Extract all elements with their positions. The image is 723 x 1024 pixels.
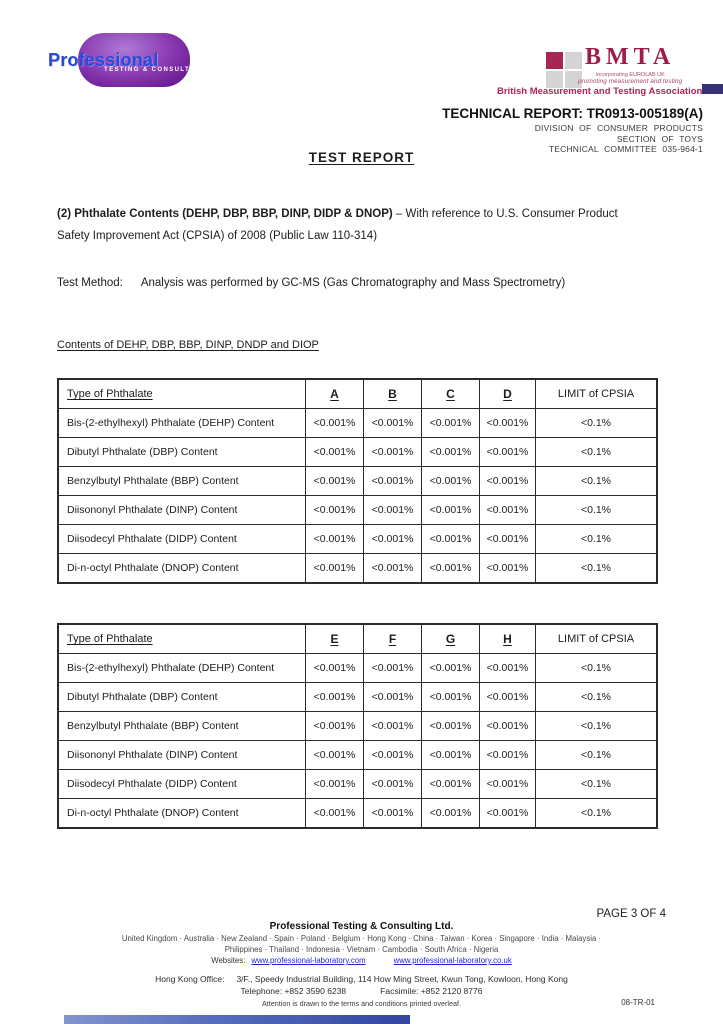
result-value: <0.001% (306, 654, 364, 683)
intro-line-1 (57, 204, 677, 226)
phthalate-name: Di-n-octyl Phthalate (DNOP) Content (58, 799, 306, 829)
result-value: <0.001% (306, 467, 364, 496)
limit-value: <0.1% (536, 799, 658, 829)
result-value: <0.001% (422, 409, 480, 438)
websites-line (0, 956, 723, 965)
result-value: <0.001% (480, 770, 536, 799)
website-link-couk[interactable]: www.professional-laboratory.co.uk (393, 956, 512, 965)
report-heading-block (442, 106, 703, 155)
limit-value: <0.1% (536, 554, 658, 584)
col-header-type-of-phthalate: Type of Phthalate (58, 379, 306, 409)
result-value: <0.001% (422, 554, 480, 584)
limit-value: <0.1% (536, 712, 658, 741)
limit-value: <0.1% (536, 467, 658, 496)
result-value: <0.001% (306, 554, 364, 584)
limit-value: <0.1% (536, 525, 658, 554)
result-value: <0.001% (364, 467, 422, 496)
result-value: <0.001% (306, 712, 364, 741)
bmta-squares-icon (546, 52, 582, 88)
office-address: 3/F., Speedy Industrial Building, 114 How Ming Street, Kwun Tong, Kowloon, Hong Kong (236, 974, 568, 984)
phthalate-name: Bis-(2-ethylhexyl) Phthalate (DEHP) Content (58, 409, 306, 438)
result-value: <0.001% (306, 409, 364, 438)
result-value: <0.001% (364, 654, 422, 683)
table-row (58, 683, 657, 712)
result-value: <0.001% (422, 741, 480, 770)
table-row (58, 799, 657, 829)
phthalate-results-table-e-h (57, 623, 658, 829)
result-value: <0.001% (480, 409, 536, 438)
result-value: <0.001% (306, 770, 364, 799)
limit-value: <0.1% (536, 438, 658, 467)
phthalate-name: Diisodecyl Phthalate (DIDP) Content (58, 525, 306, 554)
result-value: <0.001% (306, 525, 364, 554)
result-value: <0.001% (422, 654, 480, 683)
result-value: <0.001% (422, 438, 480, 467)
bmta-square-icon (565, 52, 582, 69)
result-value: <0.001% (480, 654, 536, 683)
intro-rest-text: – With reference to U.S. Consumer Product (392, 208, 618, 220)
limit-value: <0.1% (536, 409, 658, 438)
phone-line (0, 986, 723, 996)
page-number: PAGE 3 OF 4 (596, 908, 666, 920)
committee-line: TECHNICAL COMMITTEE 035-964-1 (548, 144, 703, 154)
col-header-limit: LIMIT of CPSIA (536, 379, 658, 409)
phthalate-name: Bis-(2-ethylhexyl) Phthalate (DEHP) Content (58, 654, 306, 683)
result-value: <0.001% (422, 799, 480, 829)
document-title: TEST REPORT (308, 150, 415, 165)
telephone: Telephone: +852 3590 6238 (240, 986, 347, 996)
section-line: SECTION OF TOYS (616, 133, 703, 144)
result-value: <0.001% (306, 683, 364, 712)
intro-paragraph (57, 204, 677, 247)
result-value: <0.001% (480, 683, 536, 712)
countries-line-1: United Kingdom · Australia · New Zealand · Spain · Poland · Belgium · Hong Kong · China · Taiwan · Korea · Singapore · India · Malaysia · (121, 934, 602, 943)
company-name: Professional Testing & Consulting Ltd. (269, 921, 454, 932)
result-value: <0.001% (306, 496, 364, 525)
office-label: Hong Kong Office: (155, 974, 225, 984)
result-value: <0.001% (364, 741, 422, 770)
table-header-row (58, 624, 657, 654)
result-value: <0.001% (364, 525, 422, 554)
limit-value: <0.1% (536, 770, 658, 799)
col-header-limit: LIMIT of CPSIA (536, 624, 658, 654)
test-method-line (57, 277, 565, 289)
result-value: <0.001% (364, 770, 422, 799)
phthalate-name: Benzylbutyl Phthalate (BBP) Content (58, 467, 306, 496)
result-value: <0.001% (306, 438, 364, 467)
result-value: <0.001% (480, 467, 536, 496)
table-row (58, 496, 657, 525)
result-value: <0.001% (306, 799, 364, 829)
bmta-full-name: British Measurement and Testing Association (497, 86, 703, 97)
limit-value: <0.1% (536, 496, 658, 525)
bottom-accent-bar (64, 1015, 410, 1024)
result-value: <0.001% (480, 554, 536, 584)
table-row (58, 654, 657, 683)
bmta-square-icon (546, 52, 563, 69)
phthalate-name: Dibutyl Phthalate (DBP) Content (58, 683, 306, 712)
result-value: <0.001% (480, 712, 536, 741)
col-header-sample: E (306, 624, 364, 654)
phthalate-name: Diisononyl Phthalate (DINP) Content (58, 741, 306, 770)
test-method-label: Test Method: (57, 277, 123, 289)
bmta-acronym: BMTA (585, 44, 676, 70)
col-header-sample: F (364, 624, 422, 654)
right-edge-accent-bar (702, 84, 723, 94)
col-header-sample: G (422, 624, 480, 654)
result-value: <0.001% (306, 741, 364, 770)
result-value: <0.001% (364, 683, 422, 712)
division-line: DIVISION OF CONSUMER PRODUCTS (534, 123, 703, 133)
result-value: <0.001% (364, 554, 422, 584)
limit-value: <0.1% (536, 654, 658, 683)
table-header-row (58, 379, 657, 409)
result-value: <0.001% (364, 712, 422, 741)
col-header-sample: B (364, 379, 422, 409)
intro-bold-text: (2) Phthalate Contents (DEHP, DBP, BBP, DINP, DIDP & DNOP) (57, 208, 393, 220)
table-row (58, 741, 657, 770)
facsimile: Facsimile: +852 2120 8776 (380, 986, 483, 996)
websites-label: Websites: (211, 956, 246, 965)
phthalate-name: Diisodecyl Phthalate (DIDP) Content (58, 770, 306, 799)
result-value: <0.001% (422, 770, 480, 799)
result-value: <0.001% (364, 799, 422, 829)
col-header-sample: A (306, 379, 364, 409)
result-value: <0.001% (480, 525, 536, 554)
form-code: 08-TR-01 (621, 998, 655, 1007)
office-line (0, 974, 723, 984)
table-row (58, 712, 657, 741)
result-value: <0.001% (422, 467, 480, 496)
result-value: <0.001% (480, 799, 536, 829)
col-header-sample: C (422, 379, 480, 409)
phthalate-name: Di-n-octyl Phthalate (DNOP) Content (58, 554, 306, 584)
attention-note: Attention is drawn to the terms and conditions printed overleaf. (262, 999, 461, 1008)
table-row (58, 525, 657, 554)
phthalate-name: Diisononyl Phthalate (DINP) Content (58, 496, 306, 525)
professional-tagline: TESTING & CONSULTING (104, 67, 205, 73)
result-value: <0.001% (480, 496, 536, 525)
table-row (58, 438, 657, 467)
result-value: <0.001% (422, 683, 480, 712)
phthalate-results-table-a-d (57, 378, 658, 584)
bmta-motto: promoting measurement and testing (578, 78, 683, 85)
table-row (58, 770, 657, 799)
countries-line-2: Philippines · Thailand · Indonesia · Vietnam · Cambodia · South Africa · Nigeria (224, 945, 499, 954)
test-method-value: Analysis was performed by GC-MS (Gas Chromatography and Mass Spectrometry) (140, 277, 566, 289)
result-value: <0.001% (422, 712, 480, 741)
col-header-sample: H (480, 624, 536, 654)
contents-heading: Contents of DEHP, DBP, BBP, DINP, DNDP and DIOP (57, 339, 319, 351)
result-value: <0.001% (422, 525, 480, 554)
result-value: <0.001% (480, 438, 536, 467)
limit-value: <0.1% (536, 683, 658, 712)
report-title: TECHNICAL REPORT: TR0913-005189(A) (442, 106, 703, 121)
professional-brand-text: Professional (48, 50, 159, 70)
table-row (58, 467, 657, 496)
col-header-type-of-phthalate: Type of Phthalate (58, 624, 306, 654)
result-value: <0.001% (364, 409, 422, 438)
result-value: <0.001% (364, 496, 422, 525)
bmta-incorporating-text: incorporating EUROLAB UK (596, 72, 665, 78)
table-row (58, 409, 657, 438)
table-row (58, 554, 657, 584)
col-header-sample: D (480, 379, 536, 409)
website-link-com[interactable]: www.professional-laboratory.com (251, 956, 366, 965)
phthalate-name: Benzylbutyl Phthalate (BBP) Content (58, 712, 306, 741)
phthalate-name: Dibutyl Phthalate (DBP) Content (58, 438, 306, 467)
limit-value: <0.1% (536, 741, 658, 770)
result-value: <0.001% (422, 496, 480, 525)
result-value: <0.001% (480, 741, 536, 770)
intro-line-2: Safety Improvement Act (CPSIA) of 2008 (Public Law 110-314) (57, 229, 378, 242)
result-value: <0.001% (364, 438, 422, 467)
